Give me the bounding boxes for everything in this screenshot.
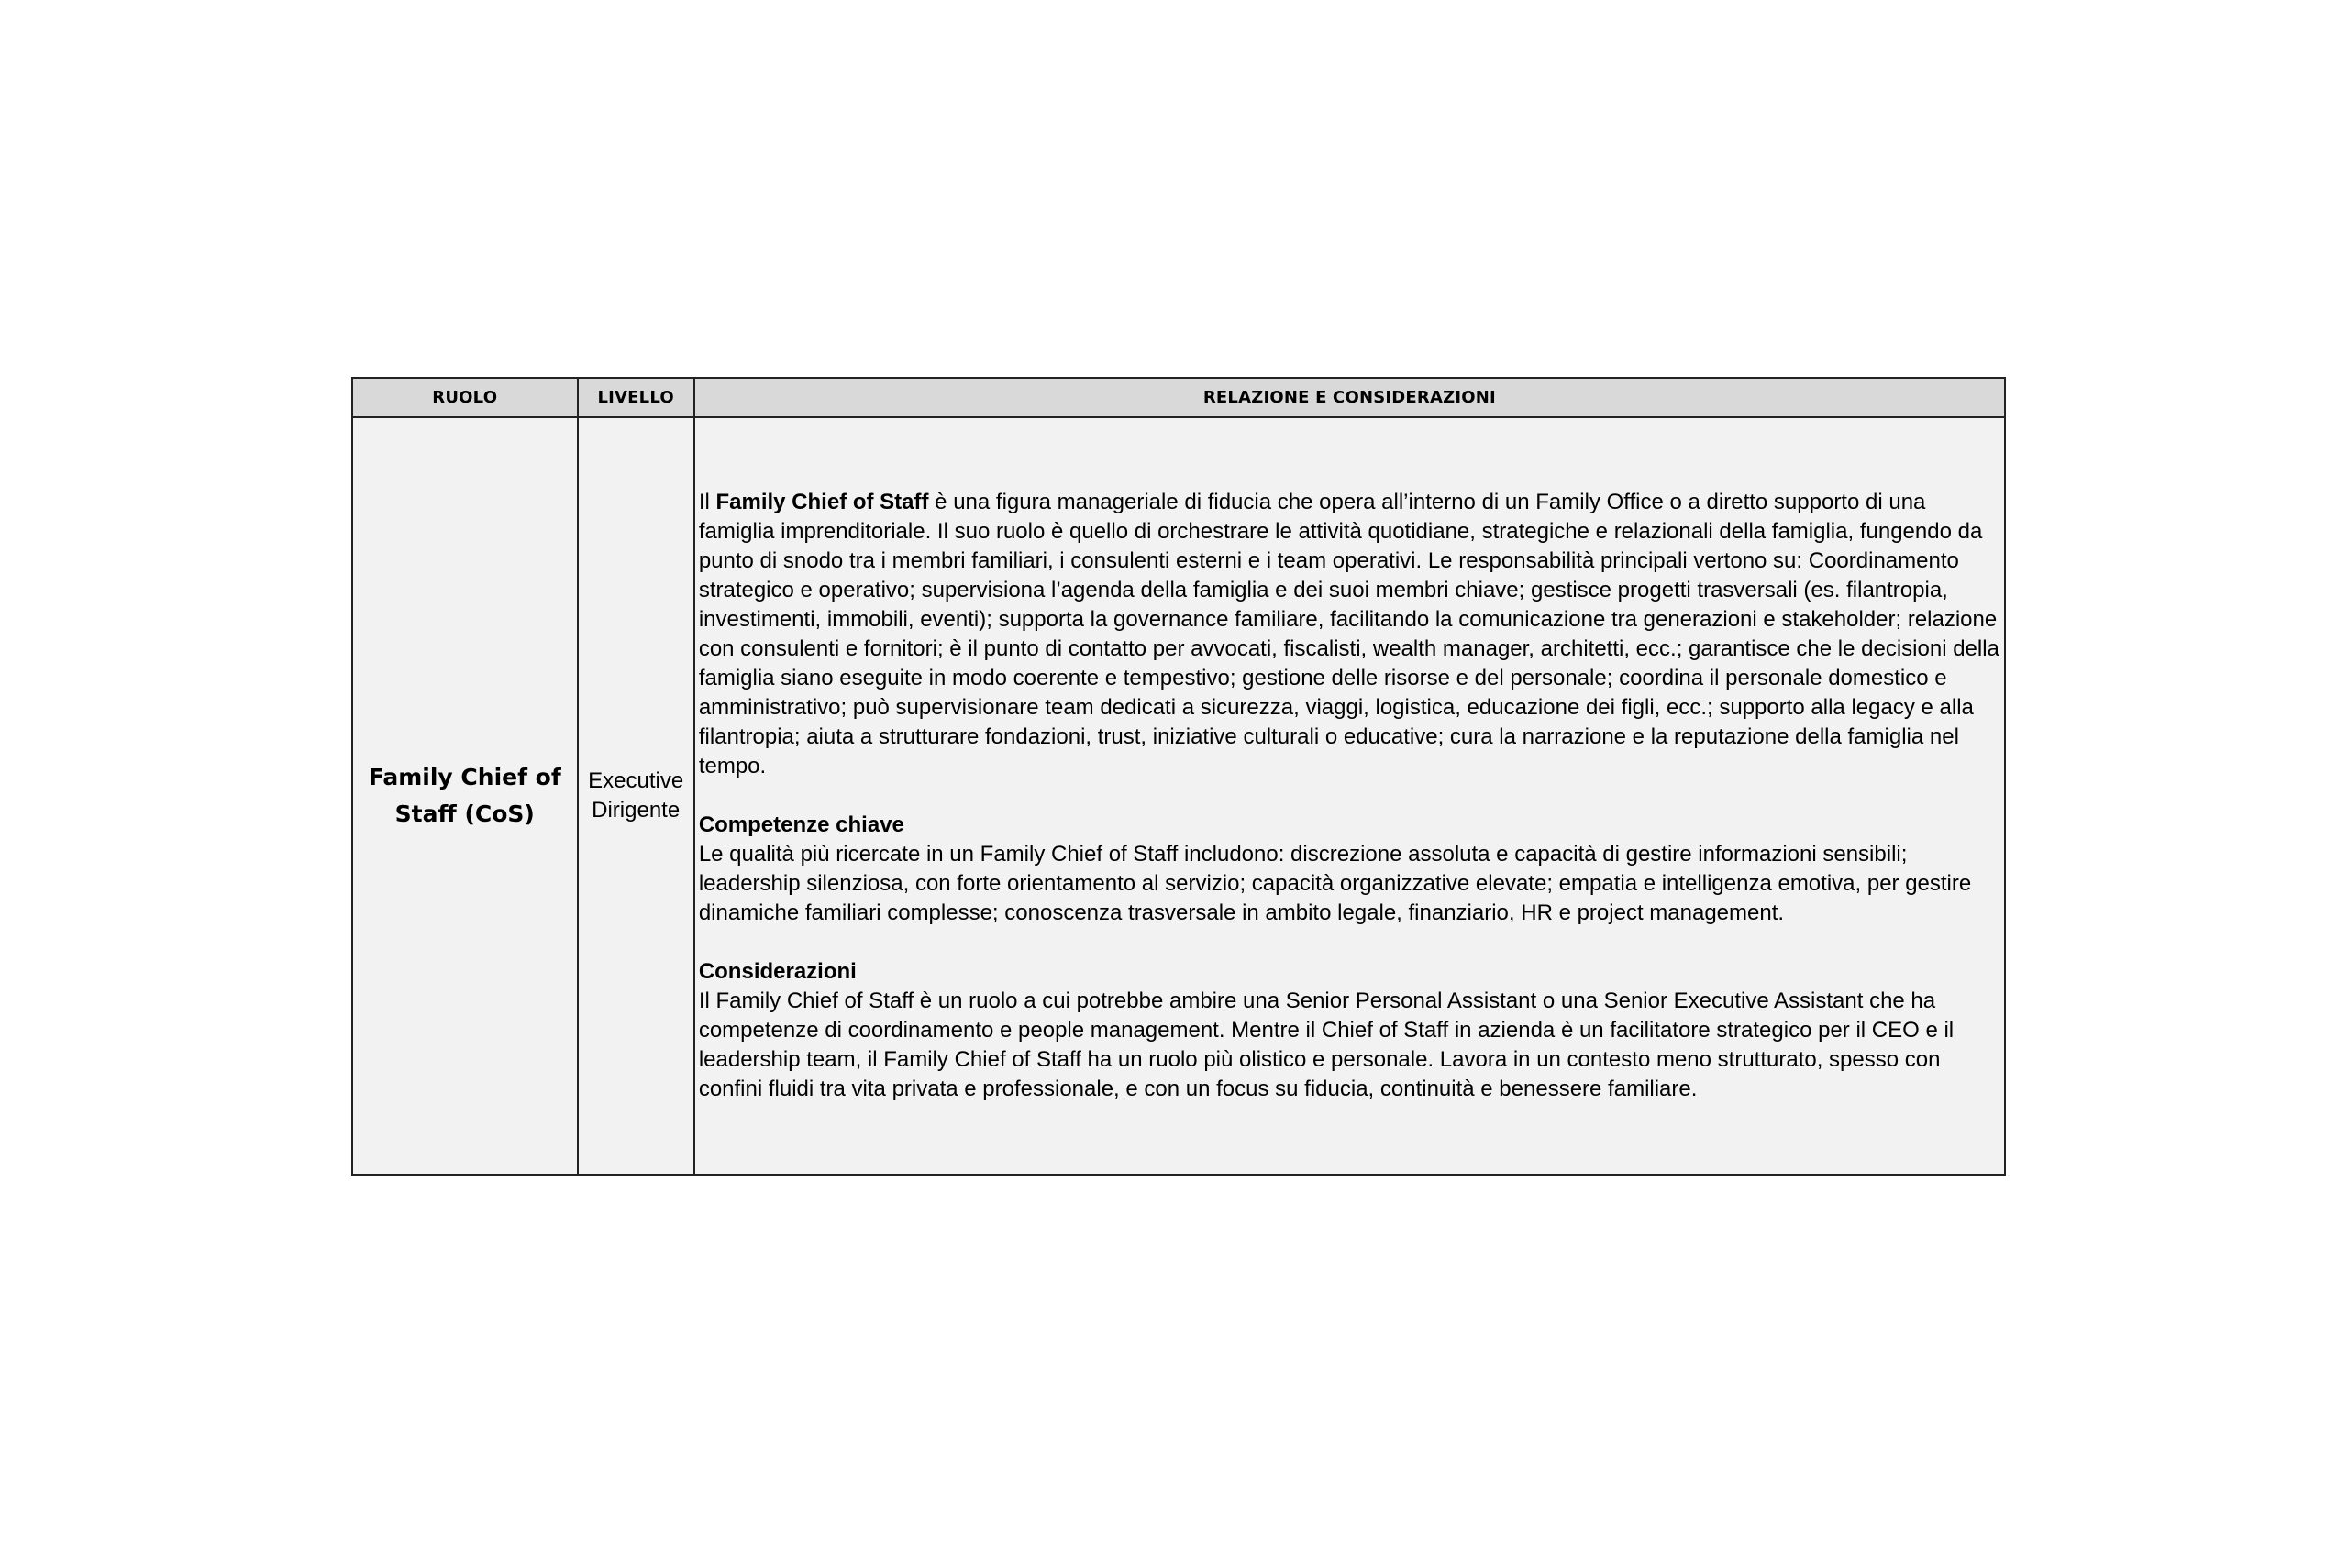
intro-prefix: Il	[698, 490, 716, 514]
paragraph-gap	[699, 928, 2000, 957]
intro-role-name: Family Chief of Staff	[715, 490, 929, 514]
header-role: RUOLO	[352, 378, 578, 417]
considerations-title: Considerazioni	[698, 959, 857, 984]
paragraph-gap	[699, 781, 2000, 811]
level-cell	[578, 417, 694, 1175]
role-table	[351, 377, 2006, 1176]
skills-title: Competenze chiave	[698, 812, 904, 837]
header-description: RELAZIONE E CONSIDERAZIONI	[694, 378, 2005, 417]
header-level: LIVELLO	[578, 378, 694, 417]
skills-text: Le qualità più ricercate in un Family Chief of Staff includono: discrezione assoluta e capacità di gestire informazioni sensibili; leadership silenziosa, con forte orientamento al servizio; capacità organizzative elevate; empatia e intelligenza emotiva, per gestire dinamiche familiari complesse; conoscenza trasversale in ambito legale, finanziario, HR e project management.	[698, 842, 1972, 925]
role-name-line1: Family Chief of	[368, 764, 561, 790]
role-cell	[352, 417, 578, 1175]
intro-paragraph	[699, 488, 2000, 781]
level-line2: Dirigente	[592, 798, 681, 823]
level-line1: Executive	[588, 768, 684, 793]
role-name-line2: Staff (CoS)	[394, 801, 535, 827]
table-row	[352, 417, 2005, 1175]
description-cell	[694, 417, 2005, 1175]
intro-text: è una figura manageriale di fiducia che opera all’interno di un Family Office o a diretto supporto di una famiglia imprenditoriale. Il suo ruolo è quello di orchestrare le attività quotidiane, strategiche e relazionali della famiglia, fungendo da punto di snodo tra i membri familiari, i consulenti esterni e i team operativi. Le responsabilità principali vertono su: Coordinamento strategico e operativo; supervisiona l’agenda della famiglia e dei suoi membri chiave; gestisce progetti trasversali (es. filantropia, investimenti, immobili, eventi); supporta la governance familiare, facilitando la comunicazione tra generazioni e stakeholder; relazione con consulenti e fornitori; è il punto di contatto per avvocati, fiscalisti, wealth manager, architetti, ecc.; garantisce che le decisioni della famiglia siano eseguite in modo coerente e tempestivo; gestione delle risorse e del personale; coordina il personale domestico e amministrativo; può supervisionare team dedicati a sicurezza, viaggi, logistica, educazione dei figli, ecc.; supporto alla legacy e alla filantropia; aiuta a strutturare fondazioni, trust, iniziative culturali o educative; cura la narrazione e la reputazione della famiglia nel tempo.	[698, 490, 1999, 778]
table-header	[352, 378, 2005, 417]
header-row	[352, 378, 2005, 417]
considerations-text: Il Family Chief of Staff è un ruolo a cui potrebbe ambire una Senior Personal Assistant o una Senior Executive Assistant che ha competenze di coordinamento e people management. Mentre il Chief of Staff in azienda è un facilitatore strategico per il CEO e il leadership team, il Family Chief of Staff ha un ruolo più olistico e personale. Lavora in un contesto meno strutturato, spesso con confini fluidi tra vita privata e professionale, e con un focus su fiducia, continuità e benessere familiare.	[698, 988, 1955, 1101]
